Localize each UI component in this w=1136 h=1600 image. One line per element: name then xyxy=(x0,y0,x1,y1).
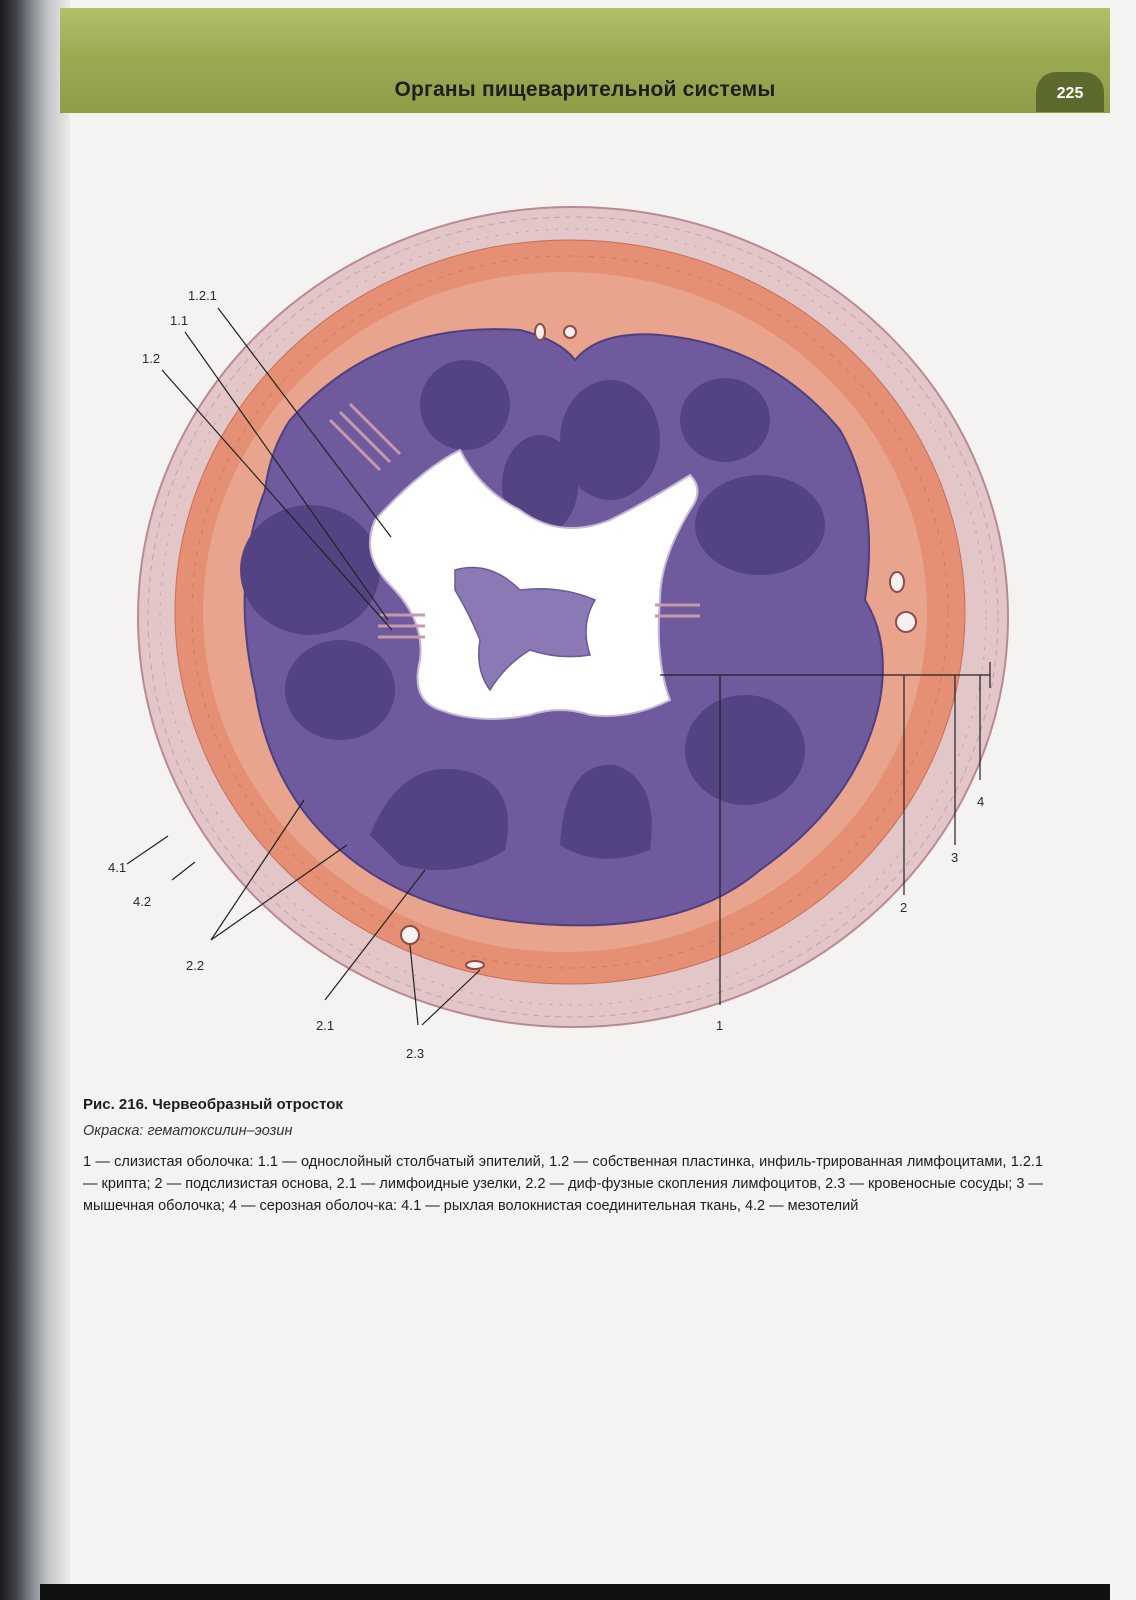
page-number: 225 xyxy=(1036,72,1104,112)
label-4-1: 4.1 xyxy=(108,860,127,875)
label-2: 2 xyxy=(900,900,908,915)
figure-title: Рис. 216. Червеобразный отросток xyxy=(83,1096,343,1113)
label-4-2: 4.2 xyxy=(133,894,152,909)
label-3: 3 xyxy=(951,850,959,865)
label-2-3: 2.3 xyxy=(406,1046,425,1061)
label-1-2-1: 1.2.1 xyxy=(188,288,217,303)
figure-legend: 1 — слизистая оболочка: 1.1 — однослойный столбчатый эпителий, 1.2 — собственная пластинка, инфиль-трированная лимфоцитами, 1.2.1 — крипта; 2 — подслизистая основа, 2.1 — лимфоидные узелки, 2.2 — диф-фузные скопления лимфоцитов, 2.3 — кровеносные сосуды; 3 — мышечная оболочка; 4 — серозная оболоч-ка: 4.1 — рыхлая волокнистая соединительная ткань, 4.2 — мезотелий xyxy=(83,1154,1043,1214)
label-1-2: 1.2 xyxy=(142,351,161,366)
label-1-1: 1.1 xyxy=(170,313,189,328)
label-2-2: 2.2 xyxy=(186,958,205,973)
figure-caption xyxy=(83,1096,1043,1217)
label-1: 1 xyxy=(716,1018,724,1033)
page-bottom-edge xyxy=(40,1584,1110,1600)
stain-method: Окраска: гематоксилин–эозин xyxy=(83,1123,293,1139)
chapter-title: Органы пищеварительной системы xyxy=(394,78,776,101)
label-4: 4 xyxy=(977,794,985,809)
label-2-1: 2.1 xyxy=(316,1018,335,1033)
